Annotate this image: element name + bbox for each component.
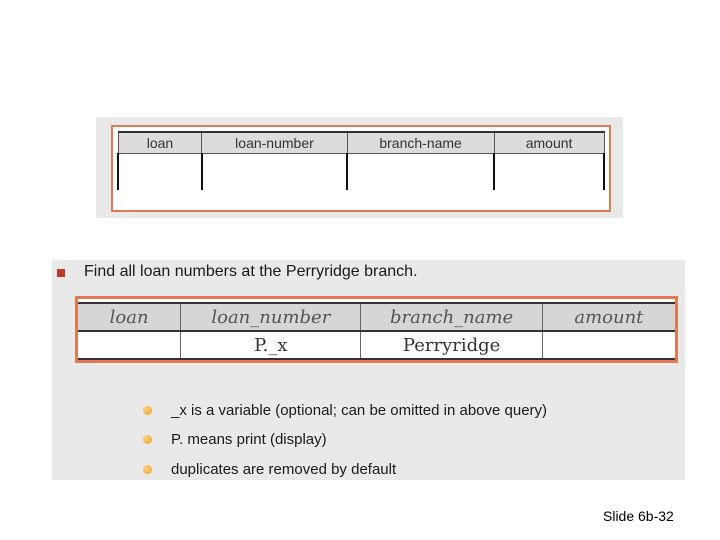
query-cell-loan-number: P._x: [181, 331, 361, 359]
query-cell-branch-name: Perryridge: [361, 331, 542, 359]
main-bullet-text: Find all loan numbers at the Perryridge branch.: [84, 263, 418, 280]
skeleton-empty-row: [118, 154, 604, 191]
query-header-amount: amount: [542, 303, 675, 331]
sub-bullet-list: [52, 260, 685, 480]
content-panel: [52, 260, 685, 480]
skeleton-cell: [202, 154, 347, 191]
skeleton-cell: [494, 154, 604, 191]
query-header-branch-name: branch_name: [361, 303, 542, 331]
skeleton-header-branch-name: branch-name: [347, 132, 494, 154]
skeleton-table: [117, 131, 605, 190]
sub-bullet-text: _x is a variable (optional; can be omitted in above query): [171, 402, 548, 419]
skeleton-header-row: [118, 132, 604, 154]
skeleton-cell: [118, 154, 202, 191]
skeleton-header-amount: amount: [494, 132, 604, 154]
round-bullet-icon: [143, 465, 152, 474]
query-header-loan: loan: [78, 303, 181, 331]
sub-bullet-text: duplicates are removed by default: [171, 461, 397, 478]
slide-number: Slide 6b-32: [603, 508, 674, 524]
round-bullet-icon: [143, 435, 152, 444]
skeleton-table-frame: [111, 125, 611, 212]
sub-bullet-text: P. means print (display): [171, 431, 327, 448]
skeleton-header-loan: loan: [118, 132, 202, 154]
skeleton-table-image: [96, 117, 623, 218]
skeleton-cell: [347, 154, 494, 191]
skeleton-header-loan-number: loan-number: [202, 132, 347, 154]
round-bullet-icon: [143, 406, 152, 415]
query-header-loan-number: loan_number: [181, 303, 361, 331]
